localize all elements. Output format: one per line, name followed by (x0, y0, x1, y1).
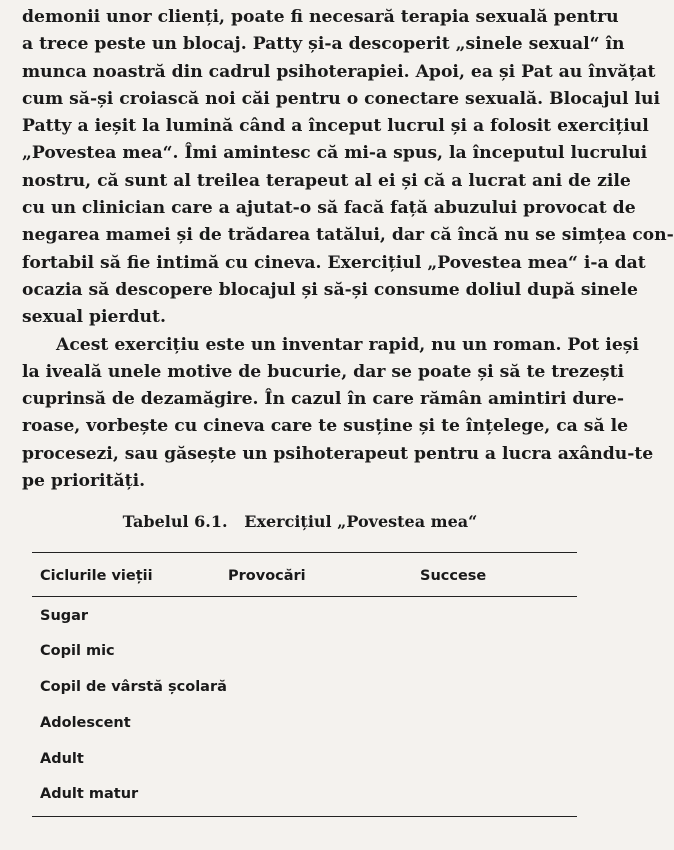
paragraph-1-line: negarea mamei și de trădarea tatălui, dar că încă nu se simțea con- (22, 225, 674, 246)
table-row-label: Copil de vârstă școlară (40, 679, 227, 695)
table-header-rule (32, 596, 577, 597)
table-row-label: Sugar (40, 608, 89, 624)
body-text (22, 0, 674, 495)
column-header-challenges: Provocări (228, 568, 306, 584)
table-row-label: Adolescent (40, 715, 131, 731)
table-bottom-rule (32, 816, 577, 817)
column-header-life-cycles: Ciclurile vieții (40, 568, 153, 584)
paragraph-2-line: pe priorități. (22, 471, 146, 492)
paragraph-2-line: roase, vorbește cu cineva care te susține și te înțelege, ca să le (22, 416, 629, 437)
table-row-label: Adult (40, 751, 84, 767)
paragraph-1-line: ocazia să descopere blocajul și să-și consume doliul după sinele (22, 279, 638, 300)
table-row-label: Copil mic (40, 643, 115, 659)
paragraph-1-line: nostru, că sunt al treilea terapeut al ei și că a lucrat ani de zile (22, 170, 631, 191)
column-header-successes: Succese (420, 568, 487, 584)
paragraph-2-line: procesezi, sau găsește un psihoterapeut pentru a lucra axându-te (22, 443, 654, 464)
paragraph-1-line: cu un clinician care a ajutat-o să facă față abuzului provocat de (22, 198, 636, 219)
paragraph-1 (22, 4, 674, 332)
paragraph-1-line: munca noastră din cadrul psihoterapiei. Apoi, ea și Pat au învățat (22, 61, 656, 82)
paragraph-2-line: la iveală unele motive de bucurie, dar se poate și să te trezești (22, 361, 625, 382)
paragraph-1-line: cum să-și croiască noi căi pentru o conectare sexuală. Blocajul lui (22, 88, 661, 109)
table-top-rule (32, 552, 577, 553)
paragraph-1-line: fortabil să fie intimă cu cineva. Exercițiul „Povestea mea“ i-a dat (22, 252, 646, 273)
paragraph-1-line: Patty a ieșit la lumină când a început lucrul și a folosit exercițiul (22, 116, 649, 137)
paragraph-2-line: cuprinsă de dezamăgire. În cazul în care rămân amintiri dure- (22, 389, 624, 410)
paragraph-1-line: sexual pierdut. (22, 307, 166, 328)
paragraph-2 (22, 332, 654, 496)
paragraph-1-line: demonii unor clienți, poate fi necesară terapia sexuală pentru (22, 7, 619, 27)
paragraph-1-line: „Povestea mea“. Îmi amintesc că mi-a spus, la începutul lucrului (22, 143, 648, 164)
paragraph-1-line: a trece peste un blocaj. Patty și-a descoperit „sinele sexual“ în (22, 34, 625, 55)
paragraph-2-line: Acest exercițiu este un inventar rapid, nu un roman. Pot ieși (56, 334, 639, 355)
table-caption: Tabelul 6.1. Exercițiul „Povestea mea“ (122, 512, 478, 531)
table-row-label: Adult matur (40, 786, 139, 802)
